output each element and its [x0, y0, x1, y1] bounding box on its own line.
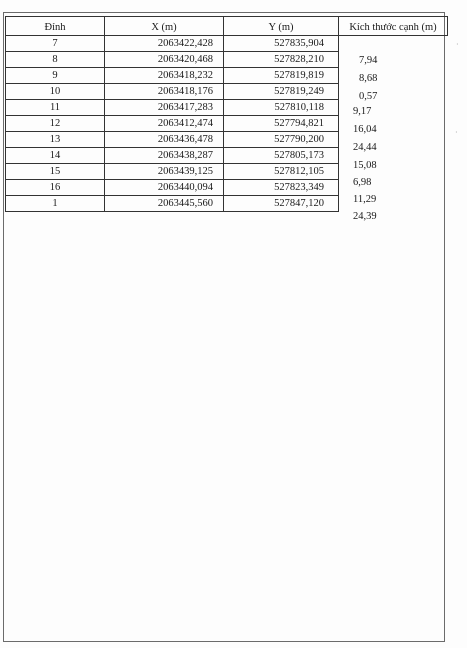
cell-x: 2063445,560	[105, 196, 224, 212]
cell-dinh: 8	[6, 52, 105, 68]
cell-x: 2063420,468	[105, 52, 224, 68]
cell-y: 527794,821	[224, 116, 339, 132]
coordinate-table	[5, 16, 448, 222]
edge-value: 7,94	[359, 55, 378, 66]
cell-dinh: 14	[6, 148, 105, 164]
cell-x: 2063412,474	[105, 116, 224, 132]
cell-y: 527823,349	[224, 180, 339, 196]
scan-speck: ·	[456, 40, 459, 49]
edge-value: 16,04	[353, 124, 377, 135]
cell-y: 527812,105	[224, 164, 339, 180]
cell-dinh: 9	[6, 68, 105, 84]
cell-y: 527810,118	[224, 100, 339, 116]
cell-dinh: 15	[6, 164, 105, 180]
cell-dinh: 11	[6, 100, 105, 116]
cell-y: 527819,249	[224, 84, 339, 100]
table-header-row	[6, 17, 448, 36]
cell-x: 2063422,428	[105, 36, 224, 52]
cell-dinh: 10	[6, 84, 105, 100]
edge-value: 24,44	[353, 142, 377, 153]
cell-y: 527790,200	[224, 132, 339, 148]
edge-value: 0,57	[359, 91, 378, 102]
cell-x: 2063440,094	[105, 180, 224, 196]
cell-x: 2063438,287	[105, 148, 224, 164]
header-edge-length: Kích thước cạnh (m)	[339, 17, 448, 36]
header-y: Y (m)	[224, 17, 339, 36]
cell-dinh: 7	[6, 36, 105, 52]
cell-y: 527805,173	[224, 148, 339, 164]
cell-x: 2063436,478	[105, 132, 224, 148]
edge-value: 9,17	[353, 106, 372, 117]
scan-speck: ·	[455, 128, 458, 137]
header-x: X (m)	[105, 17, 224, 36]
cell-y: 527828,210	[224, 52, 339, 68]
cell-dinh: 1	[6, 196, 105, 212]
edge-value: 24,39	[353, 211, 377, 222]
cell-x: 2063418,232	[105, 68, 224, 84]
header-dinh: Đỉnh	[6, 17, 105, 36]
cell-x: 2063439,125	[105, 164, 224, 180]
cell-y: 527819,819	[224, 68, 339, 84]
table-row	[6, 36, 448, 52]
cell-y: 527847,120	[224, 196, 339, 212]
edge-value: 6,98	[353, 177, 372, 188]
cell-dinh: 16	[6, 180, 105, 196]
cell-y: 527835,904	[224, 36, 339, 52]
edge-column	[339, 36, 448, 222]
edge-value: 8,68	[359, 73, 378, 84]
cell-dinh: 12	[6, 116, 105, 132]
edge-value: 15,08	[353, 160, 377, 171]
edge-value: 11,29	[353, 194, 377, 205]
cell-x: 2063418,176	[105, 84, 224, 100]
cell-x: 2063417,283	[105, 100, 224, 116]
cell-dinh: 13	[6, 132, 105, 148]
